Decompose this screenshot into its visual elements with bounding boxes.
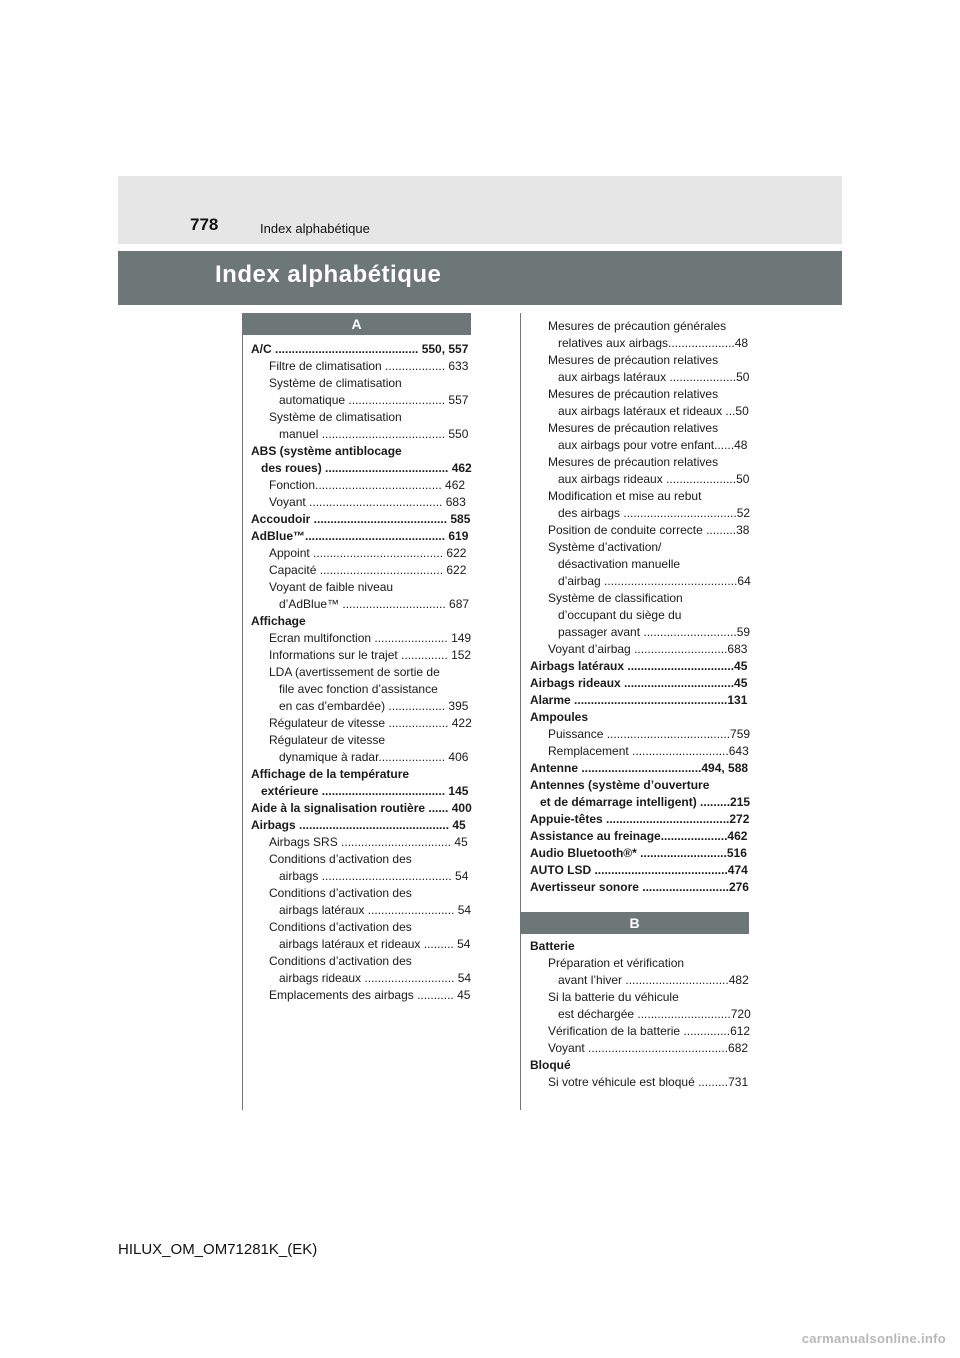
index-entry: en cas d’embardée) ................. 395 (279, 699, 469, 713)
index-entry: Antenne ....................................494, 588 (530, 761, 749, 775)
index-entry: Fonction...................................... 462 (269, 478, 466, 492)
index-entry: des roues) ..................................... 462 (261, 461, 472, 475)
index-entry: désactivation manuelle (558, 557, 681, 571)
index-entry: aux airbags latéraux ....................50 (558, 370, 750, 384)
page-number: 778 (190, 215, 219, 234)
index-entry: Ampoules (530, 710, 589, 724)
index-entry: Préparation et vérification (548, 956, 685, 970)
index-entry: avant l’hiver ...............................482 (558, 973, 749, 987)
index-entry: Antennes (système d’ouverture (530, 778, 710, 792)
index-entry: Conditions d’activation des (269, 852, 412, 866)
index-entry: aux airbags latéraux et rideaux ...50 (558, 404, 749, 418)
index-entry: airbags ....................................... 54 (279, 869, 469, 883)
index-entry: Informations sur le trajet .............. 152 (269, 648, 472, 662)
index-entry: Accoudoir ........................................ 585 (251, 512, 471, 526)
index-entry: Ecran multifonction ...................... 149 (269, 631, 472, 645)
index-entry: Avertisseur sonore ..........................276 (530, 880, 749, 894)
index-column-2-b (530, 938, 751, 1091)
index-entry: Puissance .....................................759 (548, 727, 751, 741)
index-entry: Voyant ........................................ 683 (269, 495, 466, 509)
index-entry: Vérification de la batterie ..............612 (548, 1024, 751, 1038)
index-entry: Système de climatisation (269, 376, 402, 390)
index-entry: Airbags ............................................. 45 (251, 818, 466, 832)
index-entry: Remplacement .............................643 (548, 744, 749, 758)
index-entry: Mesures de précaution relatives (548, 455, 719, 469)
index-entry: Filtre de climatisation .................. 633 (269, 359, 469, 373)
index-entry: Aide à la signalisation routière ...... 400 (251, 801, 472, 815)
column-divider-left (242, 313, 243, 1110)
index-entry: AdBlue™.......................................... 619 (251, 529, 469, 543)
watermark: carmanualsonline.info (801, 1331, 946, 1346)
index-entry: Batterie (530, 939, 575, 953)
index-entry: Voyant de faible niveau (269, 580, 394, 594)
index-entry: automatique ............................. 557 (279, 393, 469, 407)
page-title: Index alphabétique (215, 261, 442, 288)
section-header-a: A (242, 313, 471, 335)
index-entry: airbags latéraux et rideaux ......... 54 (279, 937, 471, 951)
index-entry: Capacité ..................................... 622 (269, 563, 467, 577)
column-divider-middle (520, 313, 521, 1110)
index-entry: Alarme ..............................................131 (530, 693, 748, 707)
index-entry: LDA (avertissement de sortie de (269, 665, 440, 679)
index-entry: Bloqué (530, 1058, 571, 1072)
header-label: Index alphabétique (260, 221, 370, 236)
index-entry: Si la batterie du véhicule (548, 990, 679, 1004)
index-entry: relatives aux airbags....................48 (558, 336, 749, 350)
index-entry: Affichage de la température (251, 767, 410, 781)
index-entry: Mesures de précaution relatives (548, 387, 719, 401)
index-entry: Conditions d’activation des (269, 920, 412, 934)
index-entry: Mesures de précaution relatives (548, 421, 719, 435)
section-header-b: B (520, 912, 749, 934)
index-entry: Modification et mise au rebut (548, 489, 702, 503)
index-entry: Airbags latéraux ................................45 (530, 659, 748, 673)
index-entry: aux airbags pour votre enfant......48 (558, 438, 748, 452)
index-entry: file avec fonction d’assistance (279, 682, 438, 696)
index-entry: Appuie-têtes .....................................272 (530, 812, 750, 826)
index-entry: Système d’activation/ (548, 540, 662, 554)
index-entry: est déchargée ............................720 (558, 1007, 751, 1021)
index-column-1 (251, 341, 472, 1004)
index-column-2-a (530, 318, 751, 896)
index-entry: Régulateur de vitesse (269, 733, 386, 747)
document-code: HILUX_OM_OM71281K_(EK) (118, 1241, 318, 1258)
index-entry: dynamique à radar.................... 406 (279, 750, 469, 764)
index-entry: Affichage (251, 614, 306, 628)
index-entry: ABS (système antiblocage (251, 444, 402, 458)
index-entry: Conditions d’activation des (269, 954, 412, 968)
index-entry: Système de classification (548, 591, 683, 605)
index-entry: d’occupant du siège du (558, 608, 682, 622)
index-entry: Voyant ..........................................682 (548, 1041, 749, 1055)
index-entry: Mesures de précaution relatives (548, 353, 719, 367)
index-entry: aux airbags rideaux .....................50 (558, 472, 750, 486)
index-entry: d’airbag ........................................64 (558, 574, 751, 588)
index-entry: extérieure ..................................... 145 (261, 784, 469, 798)
index-entry: Si votre véhicule est bloqué .........731 (548, 1075, 749, 1089)
index-entry: d’AdBlue™ ............................... 687 (279, 597, 470, 611)
index-entry: passager avant ............................59 (558, 625, 751, 639)
index-entry: Position de conduite correcte .........38 (548, 523, 750, 537)
index-entry: des airbags ..................................52 (558, 506, 751, 520)
index-entry: Système de climatisation (269, 410, 402, 424)
index-entry: Airbags SRS ................................. 45 (269, 835, 468, 849)
index-entry: airbags rideaux ........................... 54 (279, 971, 472, 985)
index-entry: manuel ..................................... 550 (279, 427, 469, 441)
index-entry: Airbags rideaux .................................45 (530, 676, 748, 690)
index-entry: Audio Bluetooth®* ..........................516 (530, 846, 747, 860)
index-entry: Conditions d’activation des (269, 886, 412, 900)
index-entry: Appoint ....................................... 622 (269, 546, 467, 560)
index-entry: Mesures de précaution générales (548, 319, 727, 333)
header-band (118, 176, 842, 244)
index-entry: et de démarrage intelligent) .........215 (540, 795, 751, 809)
index-entry: Emplacements des airbags ........... 45 (269, 988, 471, 1002)
index-entry: A/C ........................................... 550, 557 (251, 342, 469, 356)
index-entry: Assistance au freinage....................462 (530, 829, 748, 843)
index-entry: AUTO LSD ........................................474 (530, 863, 748, 877)
index-entry: Régulateur de vitesse .................. 422 (269, 716, 472, 730)
index-entry: Voyant d’airbag ............................683 (548, 642, 748, 656)
index-entry: airbags latéraux .......................... 54 (279, 903, 472, 917)
